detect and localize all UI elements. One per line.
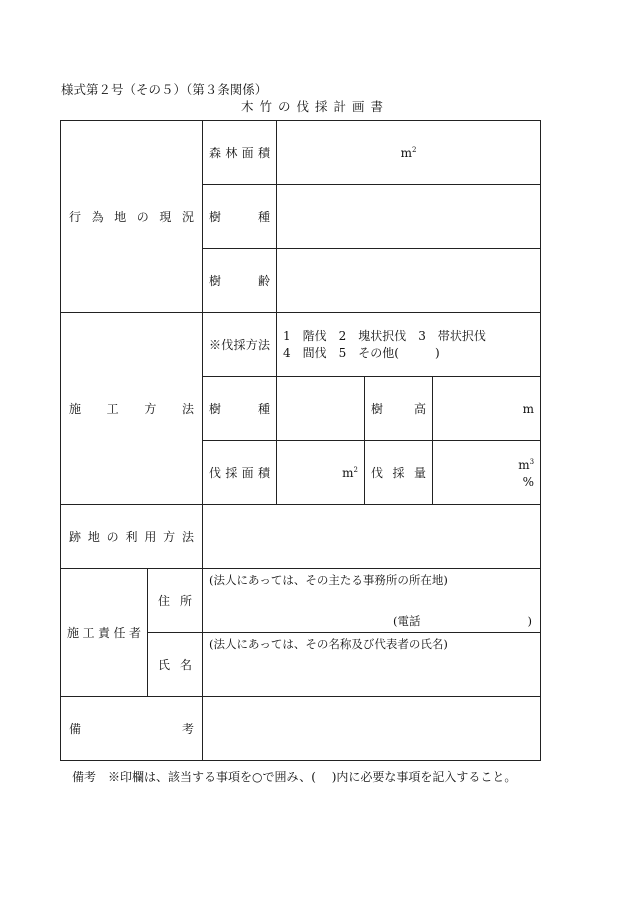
forest-area-unit-sup: 2 <box>411 145 417 154</box>
address-label: 住所 <box>148 569 203 633</box>
responsible-label: 施工責任者 <box>61 569 148 697</box>
remarks-label: 備考 <box>61 697 203 761</box>
name-field[interactable] <box>203 633 541 697</box>
cutting-method-label: ※伐採方法 <box>203 313 277 377</box>
address-note: (法人にあっては、その主たる事務所の所在地) <box>209 573 448 587</box>
method-label: 施工方法 <box>61 313 203 505</box>
cutting-options-line1: 1 階伐 2 塊状択伐 3 帯状択伐 <box>283 328 486 343</box>
current-state-label: 行為地の現況 <box>61 121 203 313</box>
cutting-volume-label: 伐採量 <box>365 441 433 505</box>
tree-age-field[interactable] <box>277 249 541 313</box>
tree-height-field[interactable] <box>433 377 541 441</box>
cutting-volume-percent: % <box>522 475 535 489</box>
method-tree-species-field[interactable] <box>277 377 365 441</box>
remarks-field[interactable] <box>203 697 541 761</box>
cutting-volume-unit-sup: 3 <box>529 458 535 466</box>
address-field[interactable] <box>203 569 541 633</box>
forest-area-field[interactable] <box>277 121 541 185</box>
tree-species-field[interactable] <box>277 185 541 249</box>
footer-note: 備考 ※印欄は、該当する事項を○で囲み、( )内に必要な事項を記入すること。 <box>72 770 517 784</box>
name-note: (法人にあっては、その名称及び代表者の氏名) <box>209 637 448 651</box>
land-use-label: 跡地の利用方法 <box>61 505 203 569</box>
cutting-options-line2: 4 間伐 5 その他( ) <box>283 345 440 360</box>
cutting-plan-table <box>60 120 541 761</box>
tree-height-unit: m <box>522 401 535 416</box>
forest-area-label: 森林面積 <box>203 121 277 185</box>
land-use-field[interactable] <box>203 505 541 569</box>
phone-label: (電話 <box>393 614 421 628</box>
document-title: 木竹の伐採計画書 <box>240 99 389 114</box>
tree-age-label: 樹齢 <box>203 249 277 313</box>
cutting-area-field[interactable] <box>277 441 365 505</box>
method-tree-species-label: 樹種 <box>203 377 277 441</box>
forest-area-unit: m <box>400 145 412 160</box>
cutting-volume-unit: m <box>518 458 530 472</box>
tree-height-label: 樹高 <box>365 377 433 441</box>
form-number: 様式第２号（その５）（第３条関係） <box>61 82 268 97</box>
cutting-area-unit-sup: 2 <box>353 465 359 474</box>
cutting-area-unit: m <box>342 465 354 480</box>
cutting-area-label: 伐採面積 <box>203 441 277 505</box>
tree-species-label: 樹種 <box>203 185 277 249</box>
phone-close: ) <box>527 614 533 628</box>
cutting-method-options[interactable] <box>277 313 541 377</box>
cutting-volume-field[interactable] <box>433 441 541 505</box>
name-label: 氏名 <box>148 633 203 697</box>
